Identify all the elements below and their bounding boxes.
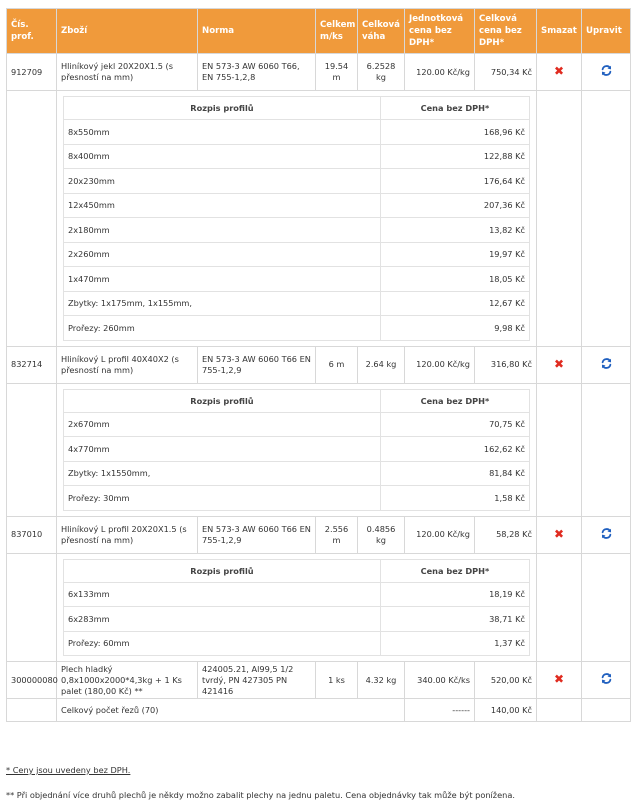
breakdown-item-label: 2x670mm <box>64 412 381 437</box>
breakdown-spacer <box>537 91 582 347</box>
edit-cell <box>582 662 631 699</box>
product-total-price: 750,34 Kč <box>475 54 537 91</box>
breakdown-head-profiles: Rozpis profilů <box>64 389 381 412</box>
breakdown-item <box>64 144 530 169</box>
product-amount: 19.54 m <box>316 54 358 91</box>
breakdown-spacer <box>537 383 582 516</box>
breakdown-spacer <box>7 553 57 662</box>
edit-cell <box>582 54 631 91</box>
summary-cuts-price: 140,00 Kč <box>475 699 537 722</box>
breakdown-item-label: Prořezy: 30mm <box>64 486 381 511</box>
breakdown-item-price: 81,84 Kč <box>380 461 529 486</box>
breakdown-table <box>63 96 530 341</box>
product-norm: EN 573-3 AW 6060 T66 EN 755-1,2,9 <box>198 516 316 553</box>
product-name: Hliníkový jekl 20X20X1.5 (s přesností na mm) <box>57 54 198 91</box>
breakdown-item <box>64 193 530 218</box>
breakdown-cell <box>57 91 537 347</box>
breakdown-item <box>64 242 530 267</box>
edit-cell <box>582 346 631 383</box>
breakdown-item-label: 1x470mm <box>64 267 381 292</box>
product-unit-price: 340.00 Kč/ks <box>405 662 475 699</box>
product-unit-price: 120.00 Kč/kg <box>405 516 475 553</box>
summary-spacer <box>7 699 57 722</box>
cart-body <box>7 54 631 722</box>
breakdown-item-price: 18,05 Kč <box>380 267 529 292</box>
delete-cell <box>537 516 582 553</box>
breakdown-item <box>64 169 530 194</box>
delete-cell <box>537 54 582 91</box>
profile-breakdown-row <box>7 383 631 516</box>
product-code: 912709 <box>7 54 57 91</box>
breakdown-item <box>64 437 530 462</box>
breakdown-item-label: 12x450mm <box>64 193 381 218</box>
breakdown-item-price: 176,64 Kč <box>380 169 529 194</box>
breakdown-item <box>64 486 530 511</box>
breakdown-item <box>64 412 530 437</box>
summary-cuts-label: Celkový počet řezů (70) <box>57 699 405 722</box>
notes <box>6 765 630 800</box>
profile-breakdown-row <box>7 91 631 347</box>
product-unit-price: 120.00 Kč/kg <box>405 346 475 383</box>
product-code: 300000080 <box>7 662 57 699</box>
breakdown-item-price: 70,75 Kč <box>380 412 529 437</box>
product-row <box>7 662 631 699</box>
breakdown-item-price: 162,62 Kč <box>380 437 529 462</box>
breakdown-spacer <box>582 553 631 662</box>
product-weight: 6.2528 kg <box>358 54 405 91</box>
breakdown-item-price: 38,71 Kč <box>380 607 529 632</box>
breakdown-spacer <box>7 383 57 516</box>
delete-icon[interactable]: ✖ <box>553 672 565 686</box>
cart-table <box>6 8 631 722</box>
edit-cell <box>582 516 631 553</box>
breakdown-item <box>64 291 530 316</box>
breakdown-item-label: 2x180mm <box>64 218 381 243</box>
header-row <box>7 9 631 54</box>
cart-wrapper <box>6 8 630 722</box>
refresh-edit-icon[interactable] <box>600 527 613 543</box>
breakdown-head-price: Cena bez DPH* <box>380 389 529 412</box>
breakdown-cell <box>57 553 537 662</box>
product-row <box>7 54 631 91</box>
breakdown-item-price: 207,36 Kč <box>380 193 529 218</box>
breakdown-item-price: 122,88 Kč <box>380 144 529 169</box>
product-weight: 2.64 kg <box>358 346 405 383</box>
delete-icon[interactable]: ✖ <box>553 64 565 78</box>
breakdown-item-price: 9,98 Kč <box>380 316 529 341</box>
product-code: 837010 <box>7 516 57 553</box>
breakdown-cell <box>57 383 537 516</box>
breakdown-header <box>64 559 530 582</box>
breakdown-item <box>64 631 530 656</box>
breakdown-item-label: 8x550mm <box>64 120 381 145</box>
product-norm: 424005.21, Al99,5 1/2 tvrdý, PN 427305 PN 421416 <box>198 662 316 699</box>
product-name: Hliníkový L profil 20X20X1.5 (s přesností na mm) <box>57 516 198 553</box>
breakdown-item-price: 19,97 Kč <box>380 242 529 267</box>
breakdown-item-price: 1,58 Kč <box>380 486 529 511</box>
product-total-price: 58,28 Kč <box>475 516 537 553</box>
col-norma: Norma <box>198 9 316 54</box>
product-weight: 4.32 kg <box>358 662 405 699</box>
col-upravit: Upravit <box>582 9 631 54</box>
breakdown-item-label: 20x230mm <box>64 169 381 194</box>
product-name: Plech hladký 0,8x1000x2000*4,3kg + 1 Ks palet (180,00 Kč) ** <box>57 662 198 699</box>
delete-icon[interactable]: ✖ <box>553 526 565 541</box>
breakdown-table <box>63 389 530 511</box>
breakdown-item <box>64 461 530 486</box>
breakdown-head-price: Cena bez DPH* <box>380 559 529 582</box>
col-smazat: Smazat <box>537 9 582 54</box>
col-cis-prof: Čís. prof. <box>7 9 57 54</box>
product-unit-price: 120.00 Kč/kg <box>405 54 475 91</box>
breakdown-item-label: Zbytky: 1x175mm, 1x155mm, <box>64 291 381 316</box>
breakdown-spacer <box>582 91 631 347</box>
breakdown-item-label: 8x400mm <box>64 144 381 169</box>
col-zbozi: Zboží <box>57 9 198 54</box>
breakdown-item-price: 168,96 Kč <box>380 120 529 145</box>
summary-spacer <box>537 699 582 722</box>
breakdown-head-price: Cena bez DPH* <box>380 97 529 120</box>
breakdown-head-profiles: Rozpis profilů <box>64 559 381 582</box>
breakdown-item-label: Prořezy: 60mm <box>64 631 381 656</box>
col-celkem: Celkem m/ks <box>316 9 358 54</box>
breakdown-item <box>64 582 530 607</box>
breakdown-spacer <box>582 383 631 516</box>
breakdown-item-label: 6x133mm <box>64 582 381 607</box>
refresh-edit-icon[interactable] <box>600 672 613 688</box>
breakdown-item-price: 18,19 Kč <box>380 582 529 607</box>
breakdown-item <box>64 316 530 341</box>
breakdown-item-label: Prořezy: 260mm <box>64 316 381 341</box>
note-sheets-on-pallet: ** Při objednání více druhů plechů je někdy možno zabalit plechy na jednu paletu. Cena objednávky tak může být ponížena. <box>6 790 515 800</box>
summary-row <box>7 699 631 722</box>
product-weight: 0.4856 kg <box>358 516 405 553</box>
product-code: 832714 <box>7 346 57 383</box>
col-jednotkova-cena: Jednotková cena bez DPH* <box>405 9 475 54</box>
delete-icon[interactable]: ✖ <box>553 356 565 371</box>
breakdown-item <box>64 120 530 145</box>
breakdown-item <box>64 267 530 292</box>
breakdown-header <box>64 389 530 412</box>
product-row <box>7 516 631 553</box>
breakdown-item <box>64 607 530 632</box>
product-name: Hliníkový L profil 40X40X2 (s přesností na mm) <box>57 346 198 383</box>
breakdown-item <box>64 218 530 243</box>
breakdown-item-price: 12,67 Kč <box>380 291 529 316</box>
breakdown-table <box>63 559 530 657</box>
breakdown-spacer <box>7 91 57 347</box>
col-celkova-cena: Celková cena bez DPH* <box>475 9 537 54</box>
delete-cell <box>537 662 582 699</box>
refresh-edit-icon[interactable] <box>600 357 613 373</box>
product-norm: EN 573-3 AW 6060 T66 EN 755-1,2,9 <box>198 346 316 383</box>
summary-spacer <box>582 699 631 722</box>
note-prices-without-vat: * Ceny jsou uvedeny bez DPH. <box>6 765 131 775</box>
breakdown-item-label: Zbytky: 1x1550mm, <box>64 461 381 486</box>
product-norm: EN 573-3 AW 6060 T66, EN 755-1,2,8 <box>198 54 316 91</box>
product-total-price: 316,80 Kč <box>475 346 537 383</box>
profile-breakdown-row <box>7 553 631 662</box>
product-amount: 2.556 m <box>316 516 358 553</box>
breakdown-item-label: 4x770mm <box>64 437 381 462</box>
delete-cell <box>537 346 582 383</box>
breakdown-header <box>64 97 530 120</box>
summary-dash: ------ <box>405 699 475 722</box>
breakdown-item-price: 13,82 Kč <box>380 218 529 243</box>
product-amount: 1 ks <box>316 662 358 699</box>
product-amount: 6 m <box>316 346 358 383</box>
refresh-edit-icon[interactable] <box>600 64 613 80</box>
breakdown-spacer <box>537 553 582 662</box>
breakdown-item-price: 1,37 Kč <box>380 631 529 656</box>
product-total-price: 520,00 Kč <box>475 662 537 699</box>
breakdown-item-label: 2x260mm <box>64 242 381 267</box>
breakdown-item-label: 6x283mm <box>64 607 381 632</box>
breakdown-head-profiles: Rozpis profilů <box>64 97 381 120</box>
product-row <box>7 346 631 383</box>
col-vaha: Celková váha <box>358 9 405 54</box>
